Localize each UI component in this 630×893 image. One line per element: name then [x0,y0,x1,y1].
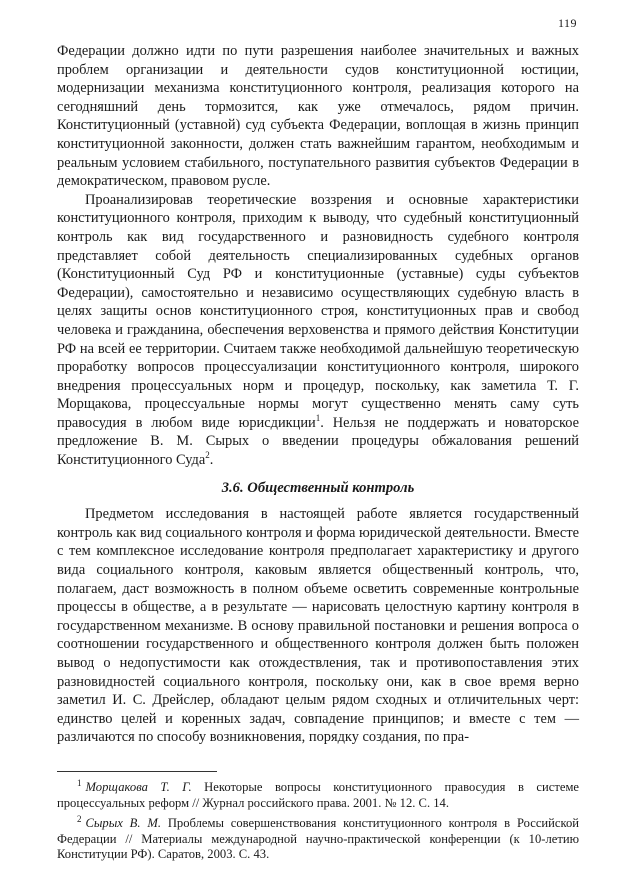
footnote-mark: 2 [77,814,82,824]
paragraph-text-part: . Нельзя не поддержать и новаторское предложение В. М. Сырых о введении процедуры обжалования решений Конституционного Суда [57,414,579,469]
paragraph-text-part: . [209,452,214,469]
paragraph-conclusion [57,191,579,470]
section-heading: 3.6. Общественный контроль [221,479,415,496]
footnotes [57,777,580,868]
footnote-text: Проблемы совершенствования конституционного контроля в Российской Федерации // Материалы международной научно-практической конференции (к 10-летию Конституции РФ). Саратов, 2003. С. 43. [57,816,580,862]
footnote-author: Сырых В. М. [85,816,161,831]
paragraph-text-part: Проанализировав теоретические воззрения и основные характеристики конституционного контроля, приходим к выводу, что судебный конституционный контроль как вид государственного и разновидность судебного контроля представляет собой деятельность специализированных судебных органов (Конституционный Суд РФ и конституционные (уставные) суды субъектов Федерации), самостоятельно и независимо осуществляющих судебную власть в целях защиты основ конституционного строя, конституционных прав и свобод человека и гражданина, обеспечения верховенства и прямого действия Конституции РФ на всей ее территории. Считаем также необходимой дальнейшую теоретическую проработку вопросов процессуализации конституционного контроля, широкого внедрения процессуальных норм и процедур, поскольку, как заметила Т. Г. Морщакова, процессуальные нормы могут существенно менять саму суть правосудия в любом виде юрисдикции [57,191,579,431]
footnote-separator [57,771,217,772]
main-text [57,42,579,747]
footnote-1 [57,777,579,811]
footnote-author: Морщакова Т. Г. [85,780,192,794]
footnote-ref-1[interactable]: 1 [315,413,321,424]
paragraph-continued: Федерации должно идти по пути разрешения наиболее значительных и важных проблем организации и деятельности судов конституционной юстиции, модернизации механизма конституционного контроля, реализация которого на сегодняшний день тормозится, как уже отмечалось, рядом причин. Конституционный (уставной) суд субъекта Федерации, воплощая в жизнь принцип конституционной законности, должен стать важнейшим гарантом, необходимым и реальным условием стабильного, поступательного развития субъектов Федерации в демократическом, правовом русле. [57,43,579,190]
footnote-mark: 1 [77,777,82,788]
paragraph-section-intro: Предметом исследования в настоящей работе является государственный контроль как вид социального контроля и форма юридической деятельности. Вместе с тем комплексное исследование контроля предполагает характеристику и другого вида социального контроля, каковым является общественный контроль, что, полагаем, даст возможность в полном объеме осветить современные контрольные процессы в обществе, а в результате — нарисовать целостную картину контроля в государственном механизме. В основу правильной постановки и решения вопроса о соотношении государственного и общественного контроля должен быть положен вывод о недопустимости как отождествления, так и противопоставления этих разновидностей социального контроля, поскольку они, как в свое время верно заметил И. С. Дрейслер, обладают целым рядом сходных и отличительных черт: единство целей и коренных задач, совпадение принципов; и вместе с тем — различаются по способу возникновения, порядку создания, по пра- [57,506,579,746]
footnote-text: Некоторые вопросы конституционного правосудия в системе процессуальных реформ // Журнал российского права. 2001. № 12. С. 14. [57,780,579,810]
footnote-2 [57,816,579,863]
footnote-ref-2[interactable]: 2 [205,450,210,461]
page-number: 119 [557,16,577,30]
